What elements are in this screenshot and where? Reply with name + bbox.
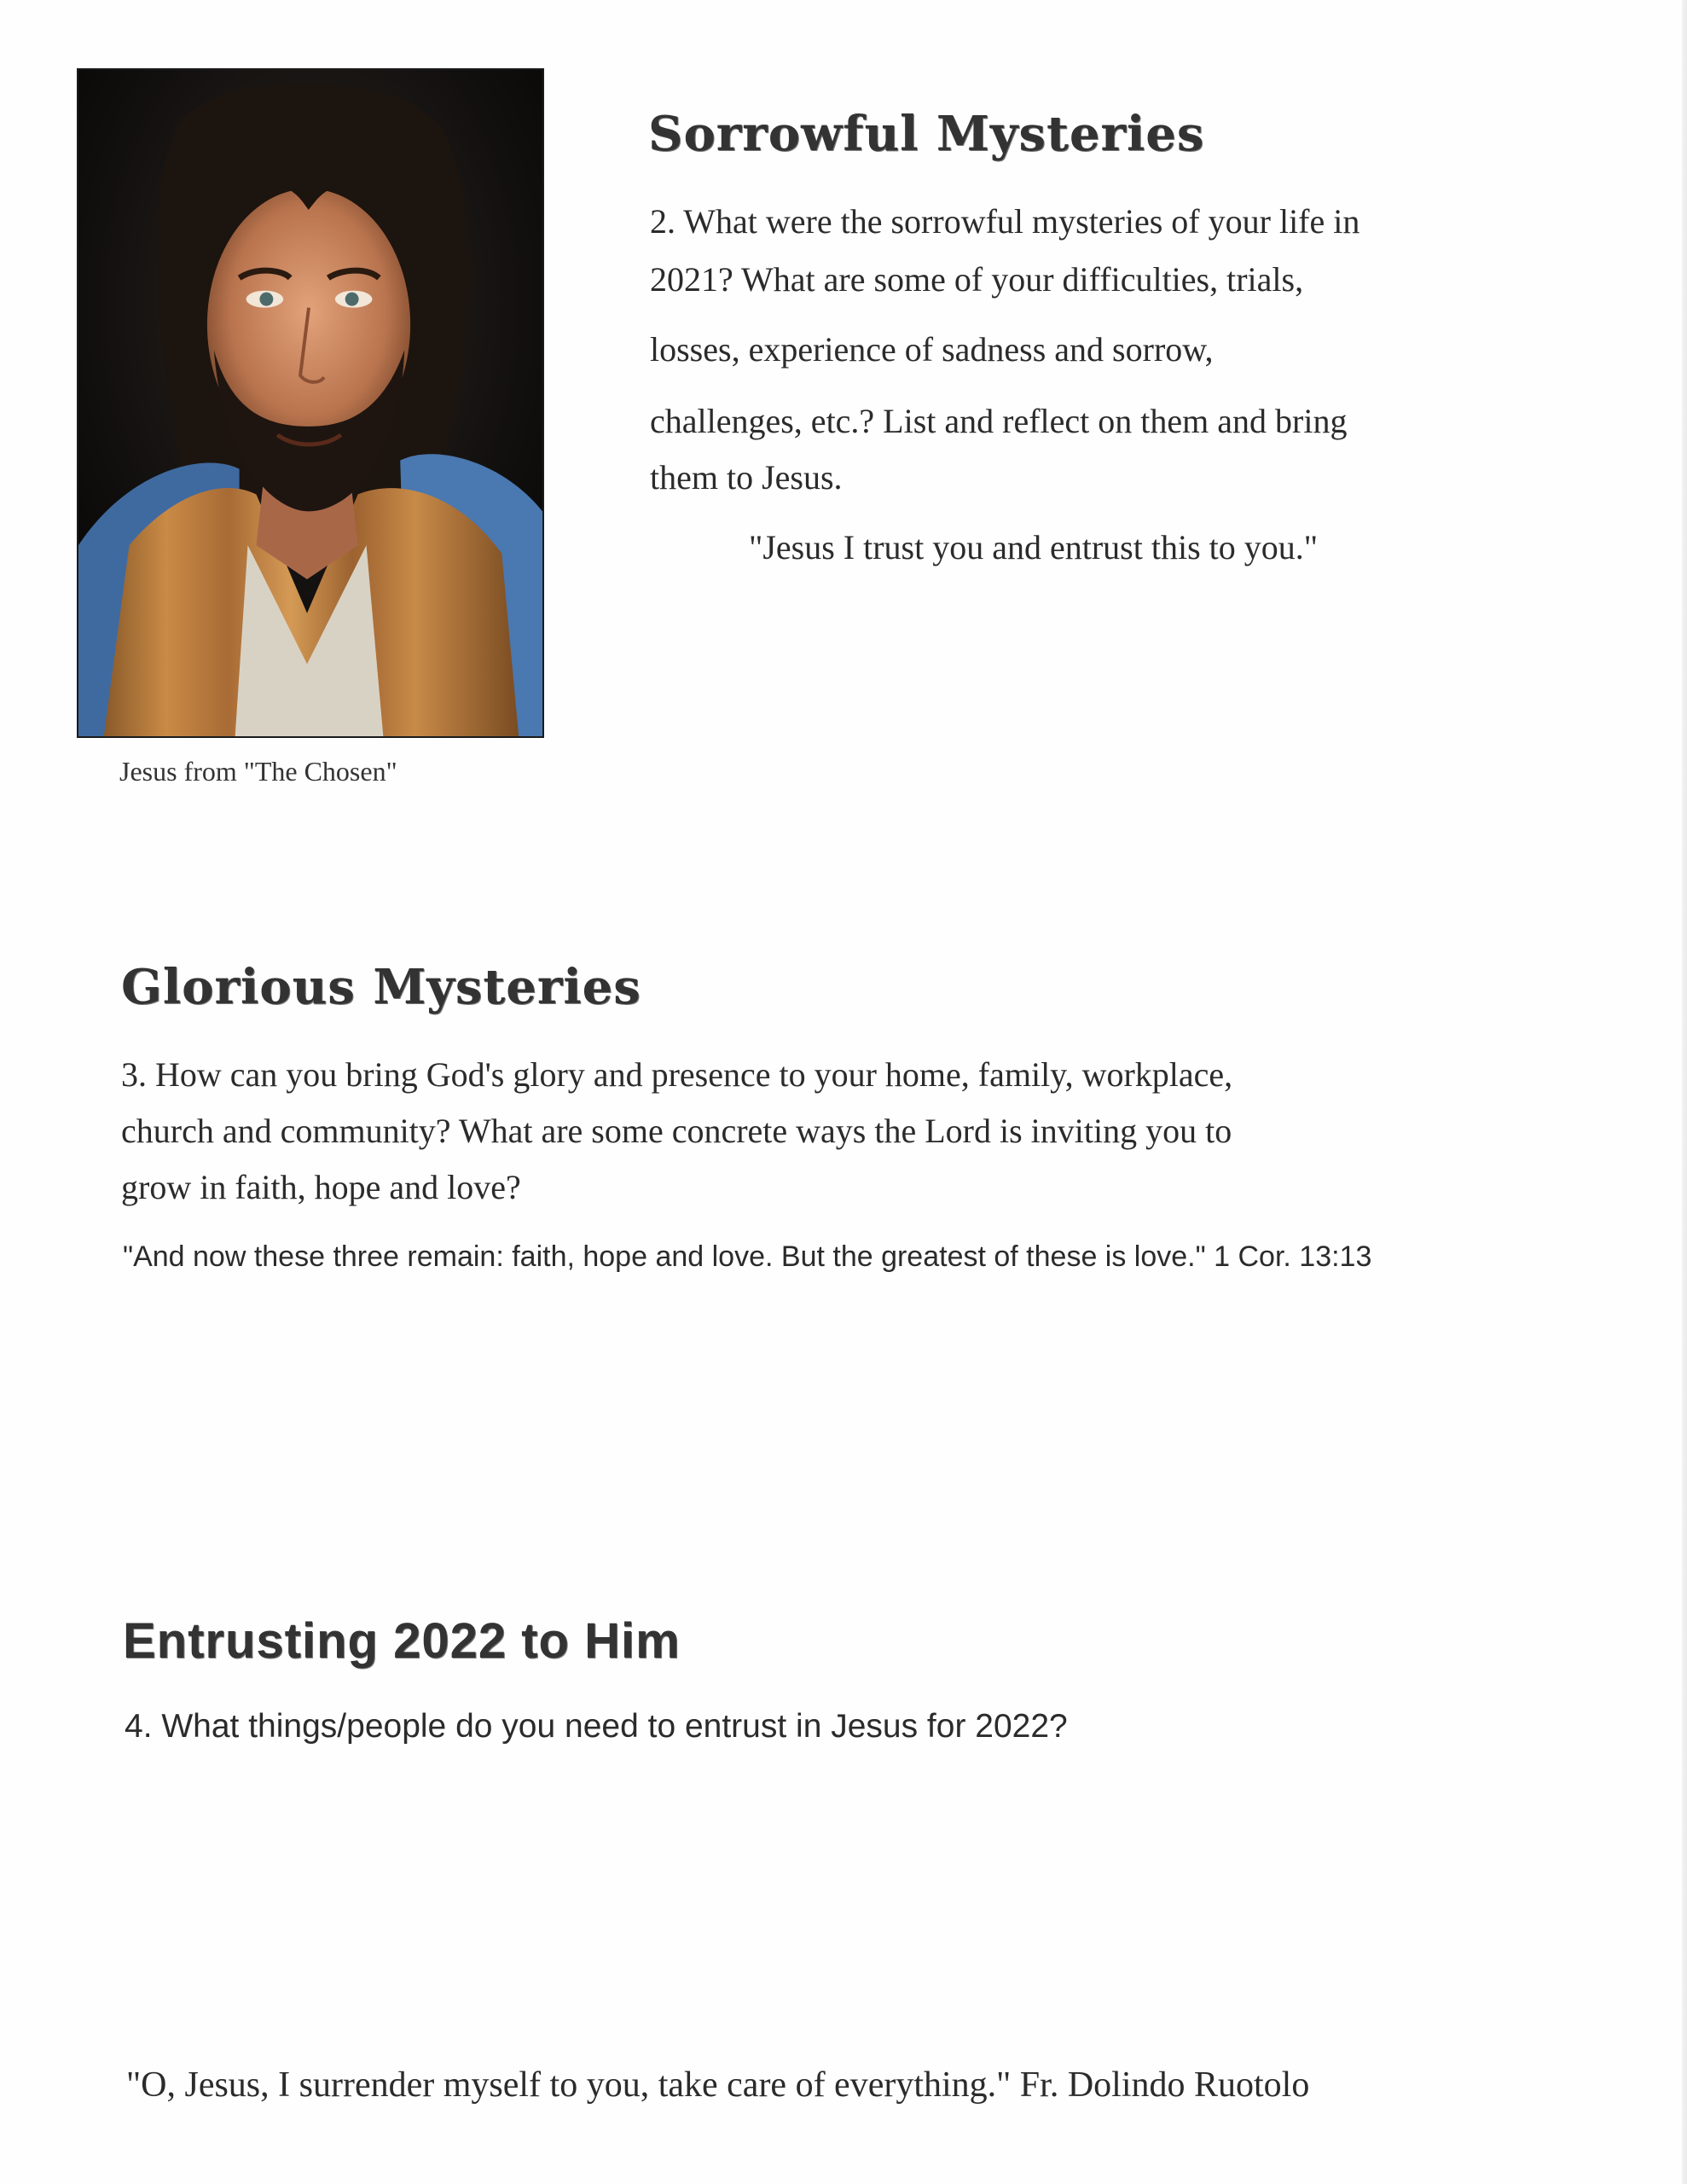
- sorrowful-mysteries-heading: Sorrowful Mysteries: [648, 106, 1205, 162]
- sorrowful-line: them to Jesus.: [650, 458, 843, 497]
- scan-edge: [1682, 0, 1687, 2184]
- entrusting-heading: Entrusting 2022 to Him: [123, 1613, 681, 1669]
- sorrowful-line: 2. What were the sorrowful mysteries of your life in: [650, 202, 1360, 241]
- sorrowful-line: 2021? What are some of your difficulties, trials,: [650, 260, 1304, 299]
- sorrowful-line: losses, experience of sadness and sorrow,: [650, 330, 1214, 369]
- closing-quote: "O, Jesus, I surrender myself to you, take care of everything." Fr. Dolindo Ruotolo: [126, 2065, 1310, 2105]
- photo-caption: Jesus from "The Chosen": [119, 756, 397, 787]
- glorious-line: church and community? What are some concrete ways the Lord is inviting you to: [121, 1112, 1232, 1150]
- glorious-line: 3. How can you bring God's glory and presence to your home, family, workplace,: [121, 1055, 1233, 1094]
- jesus-portrait-photo: [77, 68, 544, 738]
- sorrowful-line: challenges, etc.? List and reflect on them and bring: [650, 402, 1348, 440]
- sorrowful-quote: "Jesus I trust you and entrust this to you.": [749, 528, 1319, 566]
- entrusting-question: 4. What things/people do you need to entrust in Jesus for 2022?: [125, 1708, 1068, 1745]
- glorious-mysteries-heading: Glorious Mysteries: [121, 959, 641, 1015]
- glorious-line: grow in faith, hope and love?: [121, 1168, 521, 1206]
- glorious-scripture-quote: "And now these three remain: faith, hope and love. But the greatest of these is love." 1 Cor. 13:13: [123, 1240, 1372, 1273]
